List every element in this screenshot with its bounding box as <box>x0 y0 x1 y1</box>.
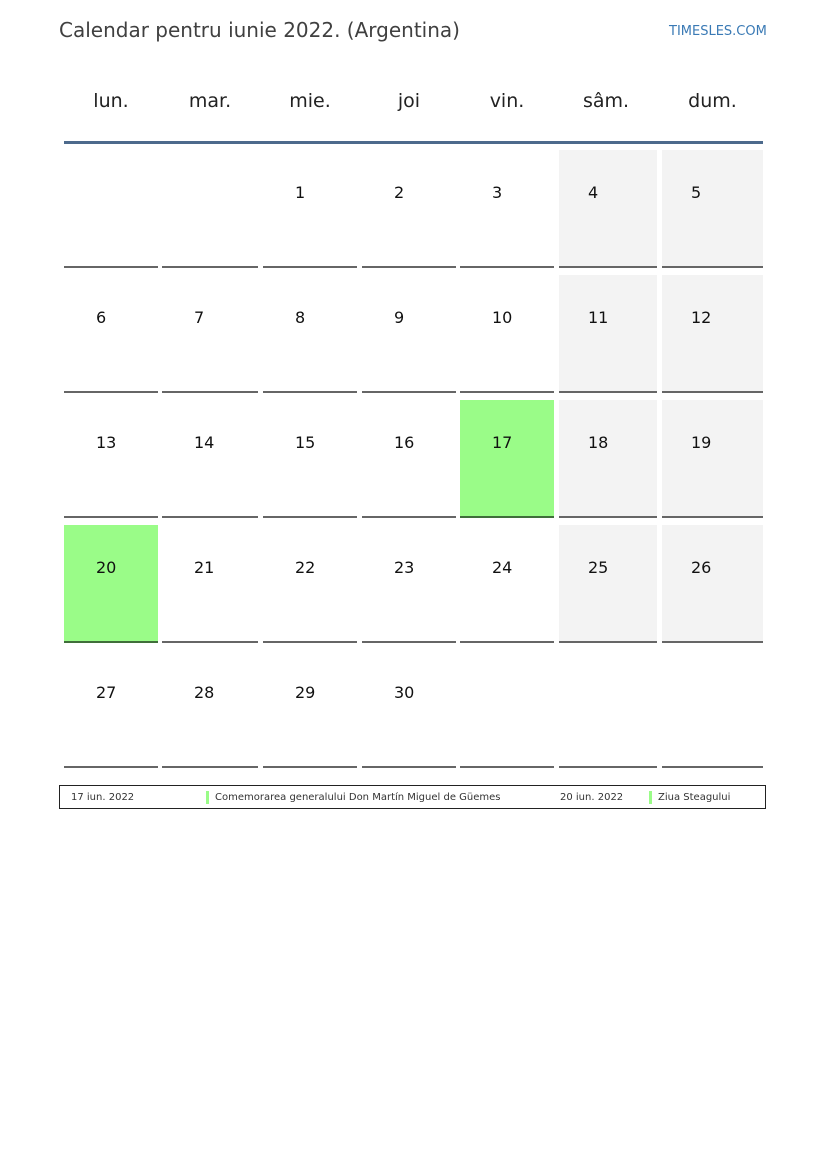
empty-cell <box>662 650 763 768</box>
day-number: 29 <box>295 683 316 702</box>
day-number: 30 <box>394 683 415 702</box>
day-number: 6 <box>96 308 107 327</box>
weekday-sunday: dum. <box>688 90 737 112</box>
weekday-friday: vin. <box>489 90 525 112</box>
legend-holiday-swatch <box>206 791 209 804</box>
day-number: 24 <box>492 558 513 577</box>
day-number: 22 <box>295 558 316 577</box>
day-number: 28 <box>194 683 215 702</box>
day-cell <box>263 650 357 768</box>
day-cell <box>362 525 456 643</box>
day-number: 27 <box>96 683 117 702</box>
day-number: 8 <box>295 308 306 327</box>
day-number: 1 <box>295 183 306 202</box>
day-number: 21 <box>194 558 215 577</box>
empty-cell <box>64 150 158 268</box>
day-number: 5 <box>691 183 702 202</box>
day-cell <box>460 150 554 268</box>
day-cell <box>162 400 258 518</box>
legend-date: 20 iun. 2022 <box>560 792 624 803</box>
day-number: 23 <box>394 558 415 577</box>
day-number: 13 <box>96 433 117 452</box>
day-number: 18 <box>588 433 609 452</box>
legend-holiday-name: Ziua Steagului <box>658 792 731 803</box>
day-number: 26 <box>691 558 712 577</box>
day-cell <box>362 650 456 768</box>
day-number: 15 <box>295 433 316 452</box>
day-cell <box>64 400 158 518</box>
day-cell <box>263 150 357 268</box>
day-cell <box>559 275 657 393</box>
weekday-tuesday: mar. <box>188 90 232 112</box>
day-cell <box>263 400 357 518</box>
legend-holiday-swatch <box>649 791 652 804</box>
day-cell <box>162 525 258 643</box>
empty-cell <box>559 650 657 768</box>
day-cell <box>559 400 657 518</box>
day-number: 10 <box>492 308 513 327</box>
day-number: 3 <box>492 183 503 202</box>
empty-cell <box>460 650 554 768</box>
day-cell <box>263 275 357 393</box>
weekday-thursday: joi <box>397 90 421 112</box>
day-number: 2 <box>394 183 405 202</box>
day-cell <box>460 400 554 518</box>
day-cell <box>559 150 657 268</box>
day-cell <box>362 400 456 518</box>
day-cell <box>362 150 456 268</box>
day-number: 4 <box>588 183 599 202</box>
day-cell <box>64 525 158 643</box>
empty-cell <box>162 150 258 268</box>
day-number: 16 <box>394 433 415 452</box>
day-cell <box>263 525 357 643</box>
day-number: 25 <box>588 558 609 577</box>
day-cell <box>162 275 258 393</box>
day-number: 17 <box>492 433 513 452</box>
weekday-monday: lun. <box>93 90 129 112</box>
site-link[interactable]: TIMESLES.COM <box>669 24 767 39</box>
header-divider <box>64 141 763 144</box>
day-cell <box>559 525 657 643</box>
day-number: 19 <box>691 433 712 452</box>
day-cell <box>64 275 158 393</box>
page-title: Calendar pentru iunie 2022. (Argentina) <box>59 18 460 42</box>
holiday-legend <box>59 785 766 809</box>
weekday-header <box>64 80 763 128</box>
day-number: 12 <box>691 308 712 327</box>
day-cell <box>460 525 554 643</box>
weekday-saturday: sâm. <box>582 90 630 112</box>
day-cell <box>662 525 763 643</box>
day-cell <box>362 275 456 393</box>
day-cell <box>662 400 763 518</box>
day-cell <box>662 275 763 393</box>
day-cell <box>662 150 763 268</box>
legend-date: 17 iun. 2022 <box>71 792 135 803</box>
day-cell <box>64 650 158 768</box>
day-cell <box>162 650 258 768</box>
day-number: 9 <box>394 308 405 327</box>
day-number: 20 <box>96 558 117 577</box>
legend-holiday-name: Comemorarea generalului Don Martín Miguel de Güemes <box>215 792 501 803</box>
day-cell <box>460 275 554 393</box>
day-number: 14 <box>194 433 215 452</box>
day-number: 11 <box>588 308 609 327</box>
weekday-wednesday: mie. <box>289 90 331 112</box>
day-number: 7 <box>194 308 205 327</box>
